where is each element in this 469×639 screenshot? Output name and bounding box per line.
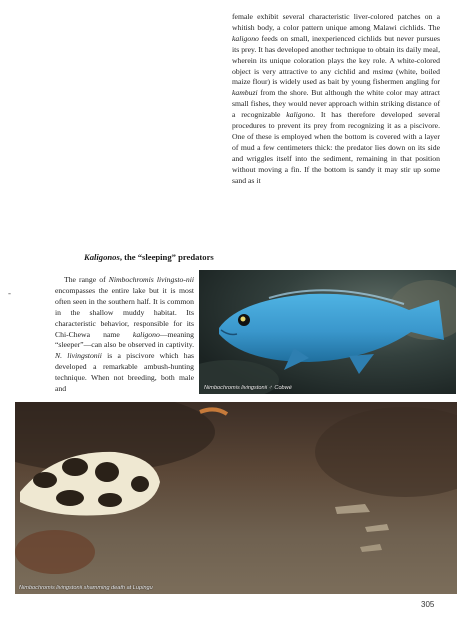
text-run: . It has therefore developed several procedures to prevent its prey from recognizing it as a piscivore. One of these is employed when the bottom is covered with a layer of mud a few centimeters thick: the predator lies down on its side and wriggles itself into the sediment, remaining in that position without moving a fin. If the bottom is sandy it may stir up some sand as it (232, 110, 440, 185)
kaligono-term: kaligono (132, 329, 160, 339)
left-column-paragraph (55, 275, 194, 395)
mottled-fish-photo (15, 402, 457, 594)
text-run: —meaning “sleeper”—can also be observed in captivity. (55, 329, 194, 350)
kaligono-term: kaligono (286, 110, 314, 120)
right-column-text (232, 12, 440, 187)
photo-caption-top: Nimbochromis livingstonii ♂ Cobwé (204, 385, 292, 391)
text-run: The range of (64, 275, 109, 284)
blue-fish-photo (199, 270, 456, 394)
text-run: is a piscivore which has developed a remarkable ambush-hunting technique. When not breeding, both male and (55, 351, 194, 394)
species-name: Nimbochromis livingsto-nii (108, 275, 194, 284)
text-run: encompasses the entire lake but it is most often seen in the southern half. It is common in the shallow muddy habitat. Its characteristic behavior, responsible for its Chi-Chewa name (55, 285, 194, 339)
heading-italic: Kaligonos (84, 252, 120, 262)
blue-fish-illustration (199, 270, 456, 394)
heading-rest: , the “sleeping” predators (119, 252, 214, 262)
text-run: from the shore. But although the white color may attract small fishes, they would never approach within striking distance of a recognizable (232, 88, 440, 120)
section-heading (84, 252, 224, 263)
kambuzi-term: kambuzi (232, 88, 258, 98)
species-name: N. livingstonii (55, 351, 102, 361)
left-column-text (55, 275, 194, 395)
page-number: 305 (421, 600, 435, 609)
text-run: female exhibit several characteristic liver-colored patches on a whitish body, a color pattern unique among Malawi cichlids. The (232, 12, 440, 32)
photo-caption-bottom: Nimbochromis livingstonii shamming death at Lupingu (19, 585, 153, 591)
right-column-paragraph (232, 12, 440, 187)
text-run: feeds on small, inexperienced cichlids but never pursues its prey. It has developed another technique to obtain its daily meal, wherein its unique coloration plays the key role. A white-colored object is very attractive to any cichlid and (232, 33, 440, 76)
text-run: (white, boiled maize flour) is widely used as bait by young fishermen angling for (232, 66, 440, 87)
margin-mark: - (8, 288, 11, 298)
mottled-fish-illustration (15, 402, 457, 594)
msima-term: msima (372, 66, 393, 76)
kaligono-term: kaligono (232, 33, 259, 43)
